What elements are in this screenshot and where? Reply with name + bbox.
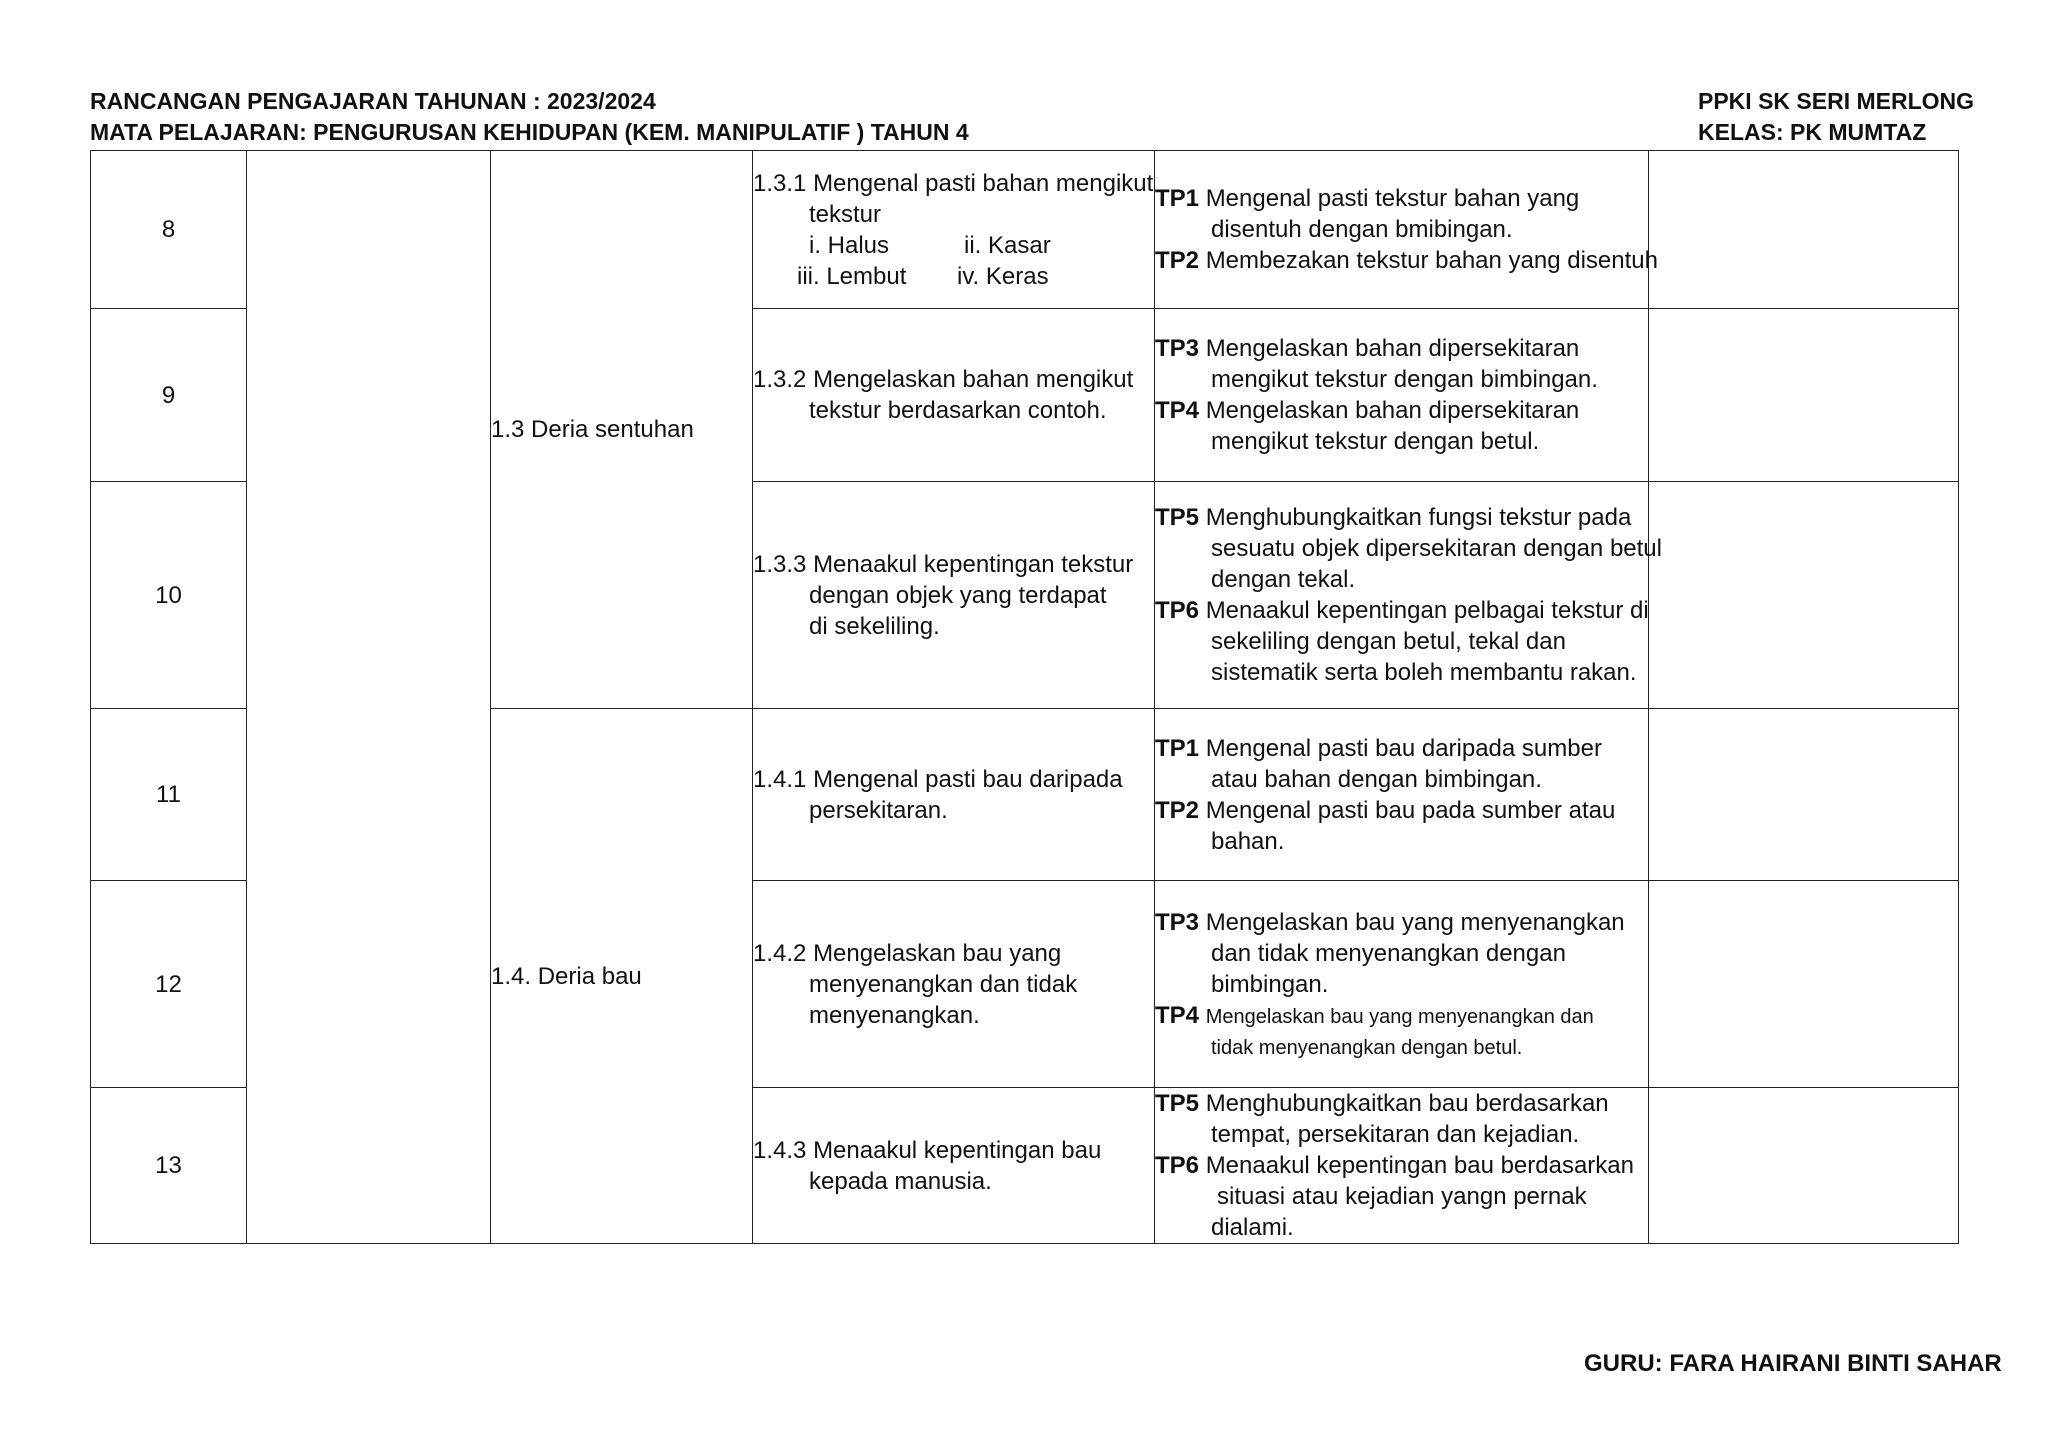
tp-text: Mengelaskan bahan dipersekitaran: [1205, 397, 1580, 424]
tp-text: bimbingan.: [1211, 970, 1329, 998]
performance-level-line: [1155, 595, 1648, 626]
tp-text: Mengenal pasti tekstur bahan yang: [1205, 185, 1580, 212]
learning-standard-text: Mengenal pasti bau daripada: [813, 765, 1123, 793]
subtopic-cell: [491, 151, 753, 709]
tp-code: TP3: [1155, 335, 1200, 362]
learning-standard-text: menyenangkan.: [809, 1001, 980, 1029]
subtopic-label: 1.4. Deria bau: [491, 962, 642, 990]
performance-level-line: [1155, 333, 1648, 364]
learning-standard-line: [753, 549, 1154, 580]
performance-level-line: [1155, 214, 1648, 245]
week-number: 12: [155, 970, 182, 998]
learning-standard-code: 1.4.3: [753, 1136, 807, 1164]
tp-code: TP5: [1155, 1090, 1200, 1117]
tp-text: sesuatu objek dipersekitaran dengan betul: [1211, 535, 1662, 562]
notes-cell: [1649, 709, 1959, 881]
learning-standard-text: Menaakul kepentingan tekstur: [813, 550, 1134, 578]
performance-level-line: [1155, 533, 1662, 564]
performance-level-line: [1155, 245, 1658, 276]
tp-text: disentuh dengan bmibingan.: [1211, 216, 1513, 243]
learning-standard-line: [753, 1166, 1154, 1197]
performance-level-line: [1155, 395, 1648, 426]
tp-text: tempat, persekitaran dan kejadian.: [1211, 1121, 1580, 1148]
document-header-right: [1698, 86, 1974, 148]
learning-standard-cell: [753, 151, 1155, 309]
performance-level-cell: [1155, 309, 1649, 482]
performance-level-line: [1155, 657, 1648, 688]
week-number: 8: [161, 216, 176, 243]
tp-text: dan tidak menyenangkan dengan: [1211, 939, 1566, 967]
learning-standard-code: 1.4.1: [753, 765, 807, 793]
subject-label: MATA PELAJARAN: PENGURUSAN KEHIDUPAN (KEM. MANIPULATIF ) TAHUN 4: [90, 119, 969, 145]
tp-text: dialami.: [1211, 1214, 1294, 1241]
tp-text: Menghubungkaitkan fungsi tekstur pada: [1205, 504, 1632, 531]
tp-text: Menghubungkaitkan bau berdasarkan: [1205, 1090, 1609, 1117]
document-header-left: [90, 86, 969, 148]
texture-option: i. Halus: [809, 231, 890, 259]
learning-standard-text: Menaakul kepentingan bau: [813, 1136, 1102, 1164]
week-cell: [91, 482, 247, 709]
learning-standard-line: [753, 611, 1154, 642]
notes-cell: [1649, 1088, 1959, 1244]
learning-standard-line: [753, 795, 1154, 826]
performance-level-line: [1155, 1150, 1648, 1181]
performance-level-line: [1155, 733, 1648, 764]
tp-text: bahan.: [1211, 827, 1285, 855]
subtopic-label: 1.3 Deria sentuhan: [491, 416, 694, 443]
learning-standard-text: persekitaran.: [809, 796, 948, 824]
performance-level-line: [1155, 969, 1648, 1000]
performance-level-line: [1155, 426, 1648, 457]
learning-standard-line: [753, 580, 1154, 611]
learning-standard-line: [753, 199, 1154, 230]
lesson-plan-table: [90, 150, 1959, 1244]
learning-standard-text: dengan objek yang terdapat: [809, 581, 1107, 609]
tp-text: atau bahan dengan bimbingan.: [1211, 765, 1542, 793]
tp-code: TP1: [1155, 185, 1200, 212]
learning-standard-cell: [753, 309, 1155, 482]
tp-code: TP2: [1155, 796, 1200, 824]
texture-option: iii. Lembut: [797, 262, 907, 290]
main-topic-cell: [247, 151, 491, 1244]
tp-text: Menaakul kepentingan pelbagai tekstur di: [1205, 597, 1649, 624]
notes-cell: [1649, 482, 1959, 709]
school-name: PPKI SK SERI MERLONG: [1698, 88, 1975, 114]
tp-code: TP1: [1155, 734, 1200, 762]
performance-level-line: [1155, 1088, 1648, 1119]
performance-level-line: [1155, 907, 1648, 938]
learning-standard-line: [753, 969, 1154, 1000]
performance-level-line: [1155, 364, 1648, 395]
learning-standard-text: menyenangkan dan tidak: [809, 970, 1078, 998]
tp-text: Mengenal pasti bau daripada sumber: [1205, 734, 1602, 762]
tp-code: TP5: [1155, 504, 1200, 531]
week-cell: [91, 1088, 247, 1244]
subtopic-cell: [491, 709, 753, 1244]
tp-text: situasi atau kejadian yangn pernak: [1217, 1183, 1587, 1210]
performance-level-line: [1155, 1000, 1648, 1031]
texture-options-row: [753, 261, 1154, 292]
tp-text: Mengelaskan bau yang menyenangkan dan: [1205, 1005, 1594, 1028]
tp-text: Mengelaskan bau yang menyenangkan: [1205, 908, 1625, 936]
learning-standard-code: 1.4.2: [753, 939, 807, 967]
tp-text: Membezakan tekstur bahan yang disentuh: [1205, 247, 1658, 274]
texture-option: ii. Kasar: [964, 231, 1051, 259]
tp-text: dengan tekal.: [1211, 566, 1356, 593]
notes-cell: [1649, 309, 1959, 482]
tp-text: mengikut tekstur dengan bimbingan.: [1211, 366, 1598, 393]
tp-code: TP3: [1155, 908, 1200, 936]
learning-standard-text: Mengenal pasti bahan mengikut: [813, 169, 1154, 197]
performance-level-line: [1155, 795, 1648, 826]
tp-text: mengikut tekstur dengan betul.: [1211, 428, 1540, 455]
learning-standard-cell: [753, 1088, 1155, 1244]
learning-standard-line: [753, 168, 1154, 199]
tp-code: TP6: [1155, 1152, 1200, 1179]
texture-option: iv. Keras: [957, 262, 1049, 290]
tp-text: sistematik serta boleh membantu rakan.: [1211, 659, 1637, 686]
tp-text: sekeliling dengan betul, tekal dan: [1211, 628, 1566, 655]
week-cell: [91, 309, 247, 482]
tp-code: TP4: [1155, 1001, 1200, 1029]
learning-standard-code: 1.3.3: [753, 550, 807, 578]
performance-level-cell: [1155, 709, 1649, 881]
learning-standard-cell: [753, 482, 1155, 709]
week-cell: [91, 709, 247, 881]
learning-standard-cell: [753, 709, 1155, 881]
document-title: RANCANGAN PENGAJARAN TAHUNAN : 2023/2024: [90, 88, 656, 114]
notes-cell: [1649, 151, 1959, 309]
texture-options-row: [753, 230, 1154, 261]
performance-level-line: [1155, 1031, 1648, 1062]
performance-level-line: [1155, 183, 1648, 214]
learning-standard-text: tekstur: [809, 200, 882, 228]
learning-standard-code: 1.3.1: [753, 169, 807, 197]
performance-level-cell: [1155, 1088, 1649, 1244]
learning-standard-line: [753, 1135, 1154, 1166]
learning-standard-text: Mengelaskan bahan mengikut: [813, 366, 1134, 393]
learning-standard-code: 1.3.2: [753, 366, 807, 393]
tp-code: TP4: [1155, 397, 1200, 424]
learning-standard-line: [753, 364, 1154, 395]
week-number: 11: [156, 781, 181, 808]
notes-cell: [1649, 881, 1959, 1088]
performance-level-line: [1155, 502, 1648, 533]
week-number: 9: [161, 381, 176, 409]
week-number: 10: [155, 581, 182, 609]
learning-standard-text: tekstur berdasarkan contoh.: [809, 397, 1107, 424]
teacher-name: GURU: FARA HAIRANI BINTI SAHAR: [1584, 1350, 2002, 1377]
performance-level-line: [1155, 1119, 1648, 1150]
learning-standard-text: Mengelaskan bau yang: [813, 939, 1062, 967]
performance-level-cell: [1155, 881, 1649, 1088]
class-label: KELAS: PK MUMTAZ: [1698, 119, 1927, 145]
tp-text: Mengenal pasti bau pada sumber atau: [1205, 796, 1616, 824]
performance-level-line: [1155, 826, 1648, 857]
learning-standard-cell: [753, 881, 1155, 1088]
learning-standard-line: [753, 395, 1154, 426]
performance-level-line: [1155, 1212, 1648, 1243]
performance-level-line: [1155, 764, 1648, 795]
week-cell: [91, 881, 247, 1088]
performance-level-cell: [1155, 151, 1658, 309]
week-number: 13: [155, 1152, 182, 1179]
tp-code: TP6: [1155, 597, 1200, 624]
performance-level-line: [1155, 1181, 1648, 1212]
tp-code: TP2: [1155, 247, 1200, 274]
performance-level-cell: [1155, 482, 1662, 709]
tp-text: Mengelaskan bahan dipersekitaran: [1205, 335, 1580, 362]
tp-text: tidak menyenangkan dengan betul.: [1211, 1036, 1523, 1059]
table-row: [91, 151, 1959, 309]
tp-text: Menaakul kepentingan bau berdasarkan: [1205, 1152, 1634, 1179]
learning-standard-text: di sekeliling.: [809, 612, 940, 640]
week-cell: [91, 151, 247, 309]
performance-level-line: [1155, 564, 1648, 595]
learning-standard-line: [753, 938, 1154, 969]
learning-standard-line: [753, 1000, 1154, 1031]
performance-level-line: [1155, 938, 1648, 969]
learning-standard-text: kepada manusia.: [809, 1167, 992, 1195]
learning-standard-line: [753, 764, 1154, 795]
performance-level-line: [1155, 626, 1648, 657]
